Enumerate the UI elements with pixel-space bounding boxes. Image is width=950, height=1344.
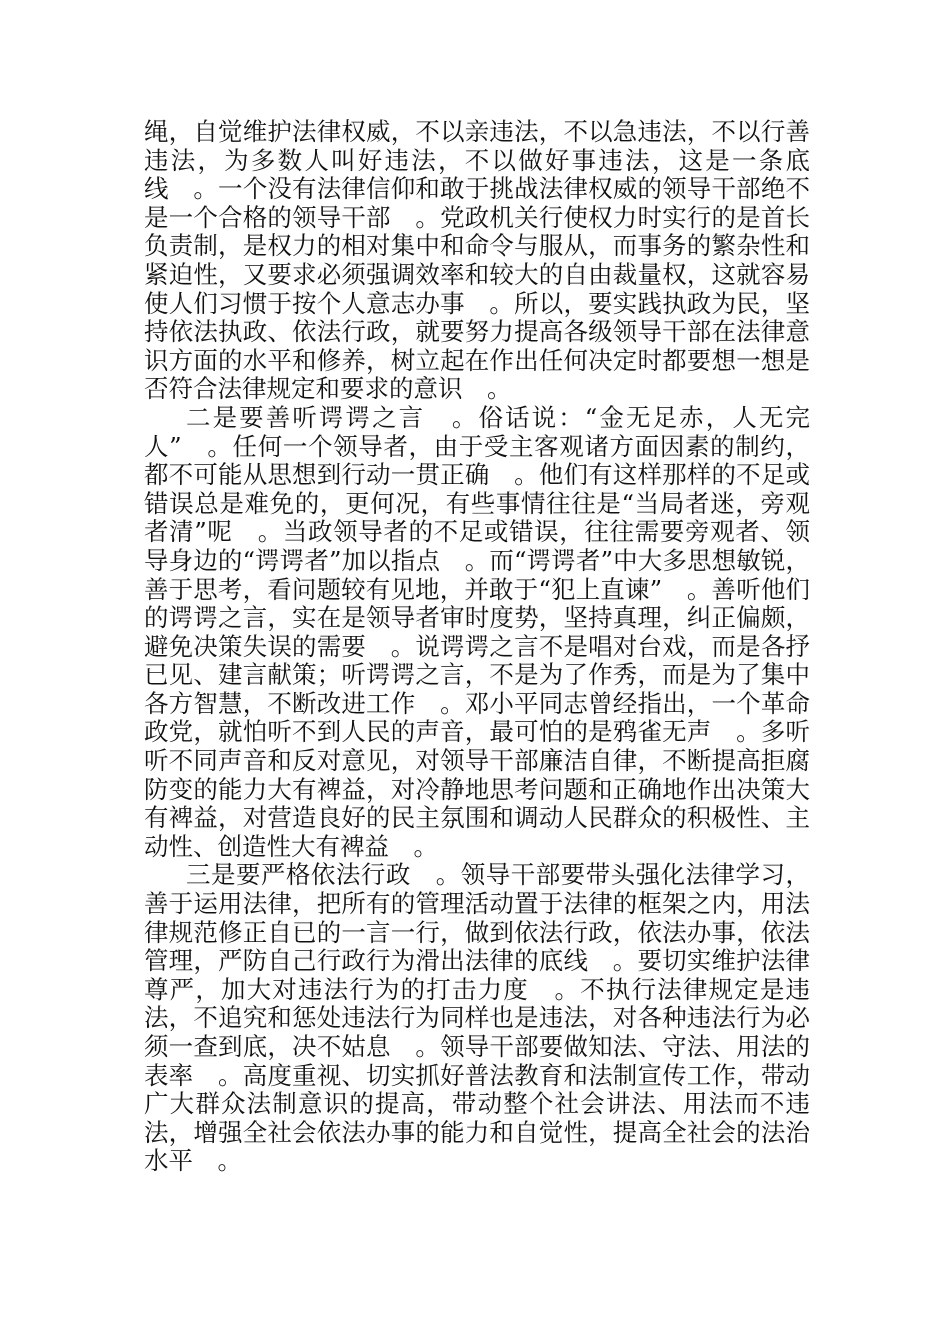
- paragraph-2: 二是要善听谔谔之言 。俗话说：“金无足赤，人无完人” 。任何一个领导者，由于受主客观诸方面因素的制约，都不可能从思想到行动一贯正确 。他们有这样那样的不足或错误总是难免的，更何况，有些事情往往是“当局者迷，旁观者清”呢 。当政领导者的不足或错误，往往需要旁观者、领导身边的“谔谔者”加以指点 。而“谔谔者”中大多思想敏锐，善于思考，看问题较有见地，并敢于“犯上直谏” 。善听他们的谔谔之言，实在是领导者审时度势，坚持真理，纠正偏颇，避免决策失误的需要 。说谔谔之言不是唱对台戏，而是各抒已见、建言献策；听谔谔之言，不是为了作秀，而是为了集中各方智慧，不断改进工作 。邓小平同志曾经指出，一个革命政党，就怕听不到人民的声音，最可怕的是鸦雀无声 。多听听不同声音和反对意见，对领导干部廉洁自律，不断提高拒腐防变的能力大有裨益，对冷静地思考问题和正确地作出决策大有裨益，对营造良好的民主氛围和调动人民群众的积极性、主动性、创造性大有裨益 。: [144, 402, 810, 861]
- paragraph-3: 三是要严格依法行政 。领导干部要带头强化法律学习，善于运用法律，把所有的管理活动置于法律的框架之内，用法律规范修正自已的一言一行，做到依法行政，依法办事，依法管理，严防自己行政行为滑出法律的底线 。要切实维护法律尊严，加大对违法行为的打击力度 。不执行法律规定是违法，不追究和惩处违法行为同样也是违法，对各种违法行为必须一查到底，决不姑息 。领导干部要做知法、守法、用法的表率 。高度重视、切实抓好普法教育和法制宣传工作，带动广大群众法制意识的提高，带动整个社会讲法、用法而不违法，增强全社会依法办事的能力和自觉性，提高全社会的法治水平 。: [144, 860, 810, 1176]
- paragraph-1: 绳，自觉维护法律权威，不以亲违法，不以急违法，不以行善违法，为多数人叫好违法，不以做好事违法，这是一条底线 。一个没有法律信仰和敢于挑战法律权威的领导干部绝不是一个合格的领导干部 。党政机关行使权力时实行的是首长负责制，是权力的相对集中和命令与服从，而事务的繁杂性和紧迫性，又要求必须强调效率和较大的自由裁量权，这就容易使人们习惯于按个人意志办事 。所以，要实践执政为民，坚持依法执政、依法行政，就要努力提高各级领导干部在法律意识方面的水平和修养，树立起在作出任何决定时都要想一想是否符合法律规定和要求的意识 。: [144, 117, 810, 404]
- document-body: [144, 118, 810, 1176]
